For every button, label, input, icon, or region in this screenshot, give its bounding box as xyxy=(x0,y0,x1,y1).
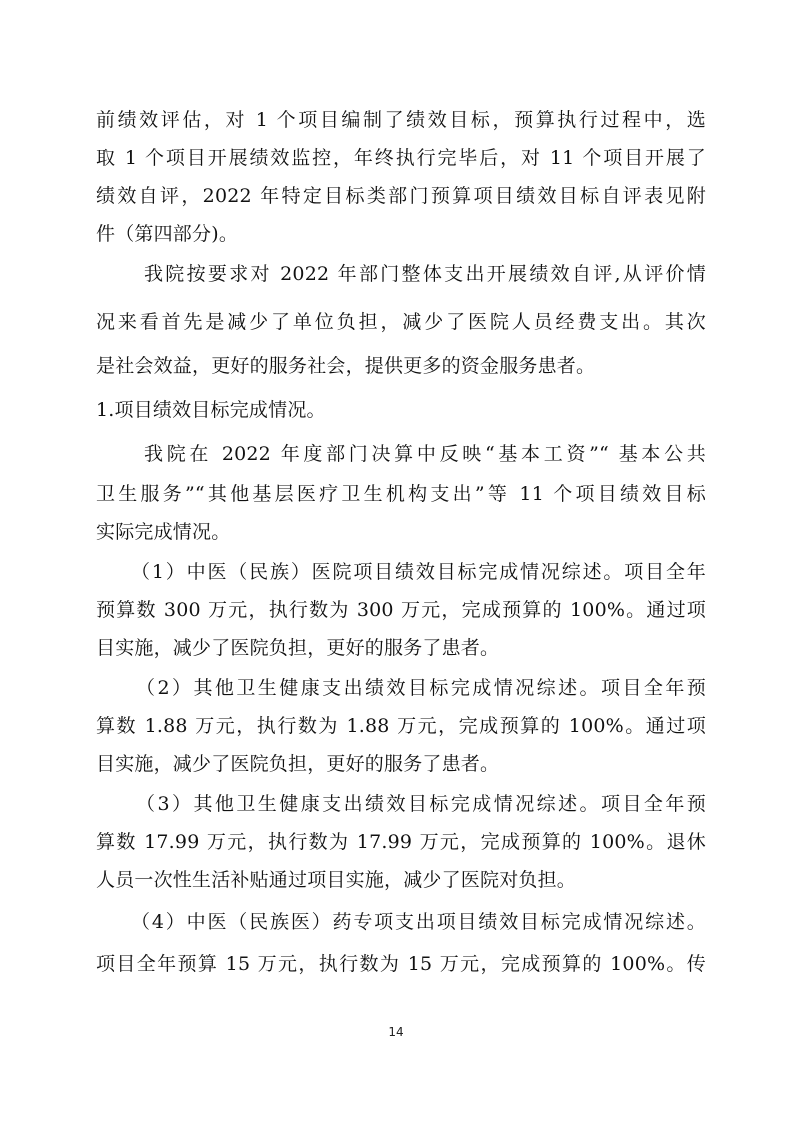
paragraph-line: （4）中医（民族医）药专项支出项目绩效目标完成情况综述。 xyxy=(131,911,706,933)
paragraph-line: 预算数 300 万元，执行数为 300 万元，完成预算的 100%。通过项 xyxy=(96,599,706,621)
paragraph-line: 我院按要求对 2022 年部门整体支出开展绩效自评,从评价情 xyxy=(144,263,706,285)
paragraph-line: 是社会效益，更好的服务社会，提供更多的资金服务患者。 xyxy=(96,355,596,377)
paragraph-line: 目实施，减少了医院负担，更好的服务了患者。 xyxy=(96,637,500,659)
paragraph-line: 人员一次性生活补贴通过项目实施，减少了医院对负担。 xyxy=(96,869,577,891)
paragraph-line: 取 1 个项目开展绩效监控，年终执行完毕后，对 11 个项目开展了 xyxy=(96,147,706,169)
paragraph-line: 绩效自评，2022 年特定目标类部门预算项目绩效目标自评表见附 xyxy=(96,185,706,207)
page-number: 14 xyxy=(388,1025,404,1039)
paragraph-line: （2）其他卫生健康支出绩效目标完成情况综述。项目全年预 xyxy=(136,677,706,699)
paragraph-line: 项目全年预算 15 万元，执行数为 15 万元，完成预算的 100%。传 xyxy=(96,953,706,975)
paragraph-line: （3）其他卫生健康支出绩效目标完成情况综述。项目全年预 xyxy=(136,793,706,815)
paragraph-line: 件（第四部分)。 xyxy=(96,223,239,245)
paragraph-line: 前绩效评估，对 1 个项目编制了绩效目标，预算执行过程中，选 xyxy=(96,109,706,131)
paragraph-line: （1）中医（民族）医院项目绩效目标完成情况综述。项目全年 xyxy=(131,561,706,583)
paragraph-line: 实际完成情况。 xyxy=(96,521,231,543)
section-heading: 1.项目绩效目标完成情况。 xyxy=(96,399,326,421)
paragraph-line: 算数 1.88 万元，执行数为 1.88 万元，完成预算的 100%。通过项 xyxy=(96,715,706,737)
paragraph-line: 卫生服务”“其他基层医疗卫生机构支出”等 11 个项目绩效目标 xyxy=(96,483,706,505)
paragraph-line: 我院在 2022 年度部门决算中反映“基本工资”“ 基本公共 xyxy=(144,443,706,465)
paragraph-line: 目实施，减少了医院负担，更好的服务了患者。 xyxy=(96,753,500,775)
paragraph-line: 算数 17.99 万元，执行数为 17.99 万元，完成预算的 100%。退休 xyxy=(96,831,706,853)
paragraph-line: 况来看首先是减少了单位负担，减少了医院人员经费支出。其次 xyxy=(96,311,706,333)
